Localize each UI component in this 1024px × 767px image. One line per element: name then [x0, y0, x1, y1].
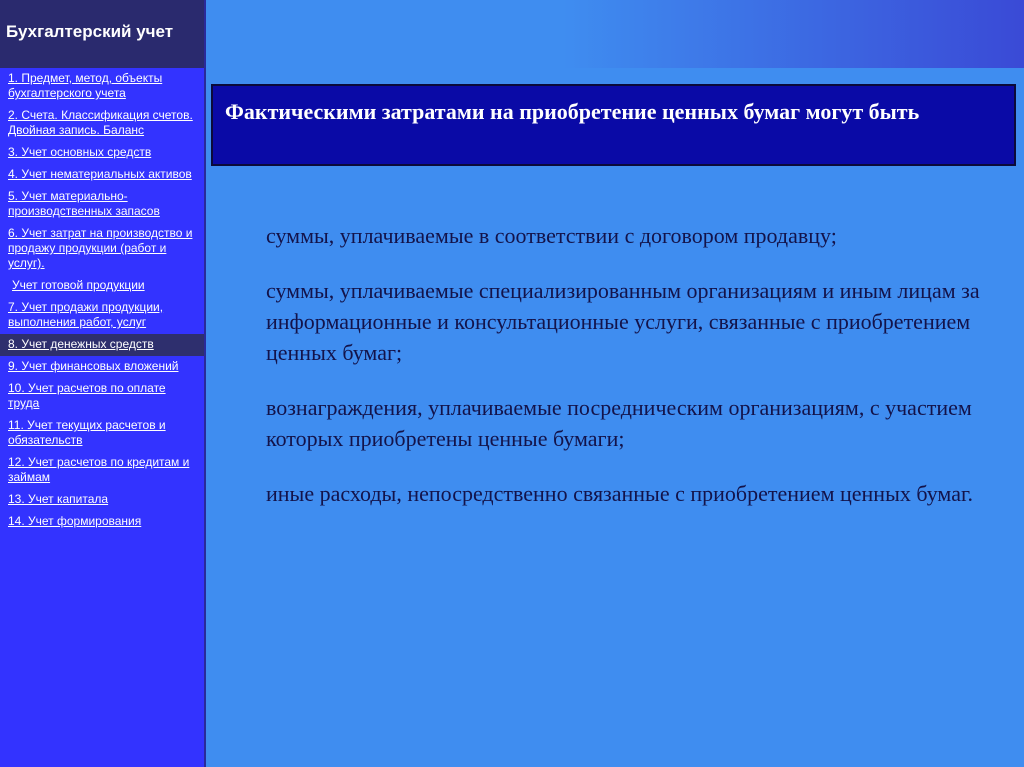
sidebar-nav [0, 68, 204, 533]
sidebar-item-inventory[interactable]: 5. Учет материально-производственных запасов [8, 189, 160, 218]
sidebar-item-sales[interactable]: 7. Учет продажи продукции, выполнения работ, услуг [8, 300, 164, 329]
sidebar [0, 0, 206, 767]
content-paragraph: суммы, уплачиваемые специализированным организациям и иным лицам за информационные и консультационные услуги, связанные с приобретением ценных бумаг; [266, 278, 980, 365]
sidebar-item-accounts[interactable]: 2. Счета. Классификация счетов. Двойная запись. Баланс [8, 108, 193, 137]
sidebar-item-intangible-assets[interactable]: 4. Учет нематериальных активов [8, 167, 192, 181]
sidebar-item-fixed-assets[interactable]: 3. Учет основных средств [8, 145, 152, 159]
sidebar-item-finished-goods[interactable]: Учет готовой продукции [12, 278, 145, 292]
sidebar-item-capital[interactable]: 13. Учет капитала [8, 492, 109, 506]
sidebar-item-formation[interactable]: 14. Учет формирования [8, 514, 142, 528]
sidebar-item-payroll[interactable]: 10. Учет расчетов по оплате труда [8, 381, 166, 410]
slide-content [266, 220, 1011, 533]
sidebar-item-production-costs[interactable]: 6. Учет затрат на производство и продажу продукции (работ и услуг). [8, 226, 193, 270]
sidebar-title: Бухгалтерский учет [0, 0, 204, 68]
sidebar-item-cash[interactable]: 8. Учет денежных средств [0, 334, 204, 356]
sidebar-item-financial-investments[interactable]: 9. Учет финансовых вложений [8, 359, 179, 373]
sidebar-item-credits-loans[interactable]: 12. Учет расчетов по кредитам и займам [8, 455, 190, 484]
slide-heading: Фактическими затратами на приобретение ценных бумаг могут быть [211, 84, 1016, 166]
content-paragraph: иные расходы, непосредственно связанные с приобретением ценных бумаг. [266, 481, 973, 506]
sidebar-item-current-settlements[interactable]: 11. Учет текущих расчетов и обязательств [8, 418, 166, 447]
sidebar-item-subject-method[interactable]: 1. Предмет, метод, объекты бухгалтерского учета [8, 71, 163, 100]
content-paragraph: суммы, уплачиваемые в соответствии с договором продавцу; [266, 223, 837, 248]
content-paragraph: вознаграждения, уплачиваемые посредническим организациям, с участием которых приобретены ценные бумаги; [266, 395, 972, 451]
